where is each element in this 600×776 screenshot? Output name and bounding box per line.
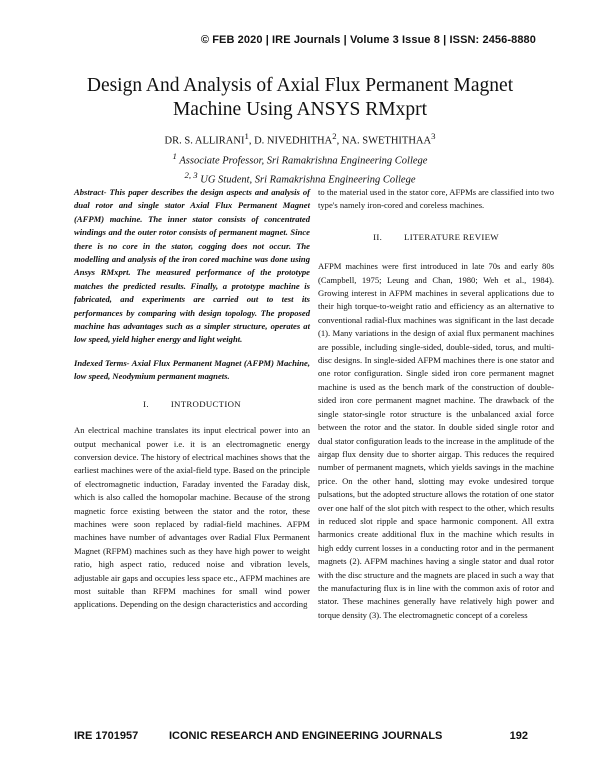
section-number: I.	[143, 398, 149, 409]
section-heading-introduction	[74, 398, 310, 411]
author-2-sup: 2	[332, 131, 337, 141]
footer-paper-id: IRE 1701957	[74, 730, 139, 742]
section-title: LITERATURE REVIEW	[404, 231, 499, 242]
title-line-1: Design And Analysis of Axial Flux Permanent Magnet	[86, 75, 514, 96]
affiliation-2	[0, 168, 600, 188]
affiliation-1-text: Associate Professor, Sri Ramakrishna Engineering College	[176, 155, 428, 166]
author-3-sup: 3	[431, 131, 436, 141]
author-2: , D. NIVEDHITHA	[248, 135, 333, 147]
footer-journal-name: ICONIC RESEARCH AND ENGINEERING JOURNALS	[169, 730, 443, 742]
affiliation-2-sup: 2, 3	[184, 170, 198, 180]
title-line-2: Machine Using ANSYS RMxprt	[172, 99, 428, 120]
author-block	[0, 129, 600, 188]
section-heading-literature-review	[318, 231, 554, 244]
section-number: II.	[373, 231, 383, 242]
paper-title	[0, 74, 600, 122]
introduction-body: An electrical machine translates its input electrical power into an output mechanical power i.e. it is an electromagnetic energy conversion device. The history of electrical machines shows that the earliest machines were of the axial-field type. Based on the principle of electromagnetic induction, Faraday invented the Faraday disk, which is also called the homopolar machine. Because of the strong magnetic force existing between the stator and the rotor, these machines were soon replaced by radial-field machines. AFPM machines have number of advantages over Radial Flux Permanent Magnet (RFPM) machines such as they have high power to weight ratio, high aspect ratio, reduced noise and vibration levels, adjustable air gaps and occupies less space etc., AFPM machines are most suitable than RFPM machines for small wind power applications. Depending on the design characteristics and according	[74, 425, 310, 610]
abstract: Abstract- This paper describes the design aspects and analysis of dual rotor and single stator Axial Flux Permanent Magnet (AFPM) machine. The inner stator consists of concentrated windings and the outer rotor consists of permanent magnet. Since there is no core in the stator, cogging does not occur. The modelling and analysis of the iron cored machine was done using Ansys RMxprt. The measured performance of the prototype matches the predicted results. Finally, a prototype machine is fabricated, and experiments are carried out to test its performances by comparing with design topology. The proposed machine has advantages such as a simpler structure, operates at low speed, yield higher energy and light weight.	[74, 187, 310, 345]
author-1-sup: 1	[244, 131, 249, 141]
affiliation-2-text: UG Student, Sri Ramakrishna Engineering College	[197, 174, 416, 186]
introduction-continued: to the material used in the stator core, AFPMs are classified into two type's namely iron-cored and coreless machines.	[318, 187, 554, 211]
right-column	[318, 186, 554, 622]
footer-page-number: 192	[509, 730, 528, 742]
literature-review-body: AFPM machines were first introduced in late 70s and early 80s (Campbell, 1975; Leung and Chan, 1980; Weh et al., 1984). Growing interest in AFPM machines in several applications due to their high torque-to-weight ratio and efficiency as an alternative to conventional radial-flux machines was significant in the last decade (1). Many variations in the design of axial flux permanent machines are possible, including single-sided, double-sided, torus, and multi-disc designs. In single-sided AFPM machines there is one stator and one rotor configuration. Single sided iron core permanent magnet machine is used as the bench mark of the construction of double-sided iron core permanent magnet machine. The drawback of the single stator-single rotor structure is the unbalanced axial force between the rotor and the stator. In double sided single rotor and dual stator configuration leads to the increase in the amplitude of the airgap flux density due to shorter airgap. This reduces the required number of permanent magnets, which yields savings in the machine price. On the other hand, slotting may evoke undesired torque pulsations, but the adopted structure allows the rotation of one stator over one half of the slot pitch with respect to the other, which results in reduced slot ripple and space harmonic component. All extra harmonics create additional flux in the machine which results in high eddy current losses in a conducting rotor and in the permanent magnets (2). AFPM machines having a single stator and dual rotor with the disc structure and the magnets are placed in such a way that the manufacturing flux is in line with the common axis of rotor and stator. These machines generally have relatively high power and torque density (3). The electromagnetic concept of a coreless	[318, 261, 555, 620]
affiliation-1-sup: 1	[172, 150, 177, 161]
section-title: INTRODUCTION	[170, 398, 241, 409]
author-names	[0, 129, 600, 149]
author-1: DR. S. ALLIRANI	[164, 135, 245, 147]
journal-header: © FEB 2020 | IRE Journals | Volume 3 Issue 8 | ISSN: 2456-8880	[200, 34, 536, 46]
author-3: , NA. SWETHITHAA	[336, 135, 432, 147]
index-terms: Indexed Terms- Axial Flux Permanent Magnet (AFPM) Machine, low speed, Neodymium permanent magnets.	[74, 357, 310, 382]
affiliation-1	[0, 149, 600, 169]
left-column	[74, 186, 310, 612]
